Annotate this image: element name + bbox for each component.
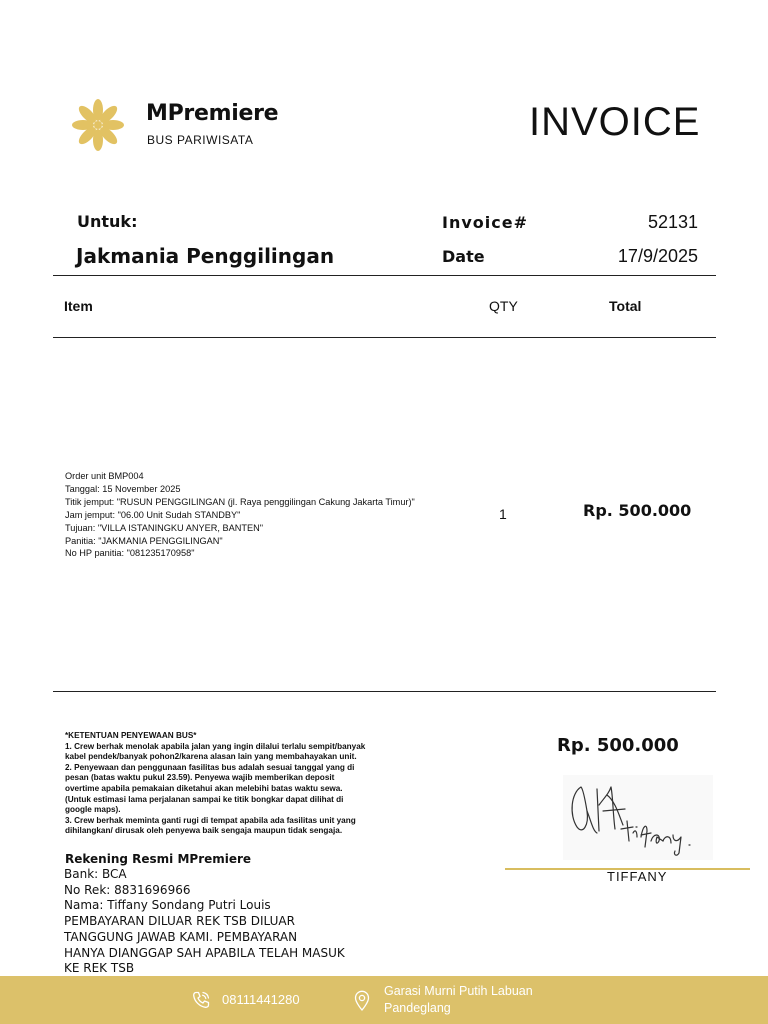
terms-line: 2. Penyewaan dan penggunaan fasilitas bus adalah sesuai tanggal yang di [65,762,355,772]
column-header-total: Total [609,298,642,314]
terms-line: overtime apabila pemakaian diketahui akan melebihi batas waktu sewa. [65,783,343,793]
brand-name: MPremiere [146,101,279,126]
column-header-qty: QTY [489,298,518,314]
terms-line: *KETENTUAN PENYEWAAN BUS* [65,731,197,740]
terms-line: (Untuk estimasi lama perjalanan sampai ke titik bongkar dapat dilihat di [65,794,344,804]
bank-line: No Rek: 8831696966 [64,882,191,897]
bank-details [64,867,345,977]
invoice-number-value: 52131 [647,212,698,232]
bank-line: Nama: Tiffany Sondang Putri Louis [64,898,271,913]
bank-line: KE REK TSB [64,961,135,976]
divider [53,275,716,276]
grand-total: Rp. 500.000 [557,735,679,756]
item-total: Rp. 500.000 [583,501,692,520]
date-label: Date [442,247,485,266]
footer-address: Garasi Murni Putih Labuan Pandeglang [384,984,533,1015]
signature-image [563,775,713,860]
bank-title: Rekening Resmi MPremiere [65,852,252,866]
item-description [65,470,415,560]
terms-line: 3. Crew berhak meminta ganti rugi di tempat apabila ada fasilitas unit yang [65,815,356,825]
item-line: Jam jemput: "06.00 Unit Sudah STANDBY" [65,509,241,520]
client-name: Jakmania Penggilingan [76,244,335,268]
column-header-item: Item [64,298,93,314]
item-line: Tujuan: "VILLA ISTANINGKU ANYER, BANTEN" [65,522,263,533]
brand-subtitle: BUS PARIWISATA [147,133,254,147]
bank-line: PEMBAYARAN DILUAR REK TSB DILUAR [64,914,295,929]
date-value: 17/9/2025 [617,246,698,266]
item-line: Tanggal: 15 November 2025 [65,483,181,494]
map-pin-icon [354,990,370,1011]
bank-line: HANYA DIANGGAP SAH APABILA TELAH MASUK [64,945,345,960]
phone-icon [192,991,210,1009]
terms-line: google maps). [65,805,121,815]
item-line: Order unit BMP004 [65,471,144,481]
bank-line: Bank: BCA [64,867,127,881]
divider [53,691,716,692]
brand-logo-icon [70,98,126,152]
bill-to-label: Untuk: [77,212,138,231]
rental-terms [65,731,425,837]
divider [53,337,716,338]
item-line: No HP panitia: "081235170958" [65,548,195,559]
item-qty: 1 [499,506,507,522]
invoice-title: INVOICE [529,100,701,144]
footer-phone: 08111441280 [222,992,300,1007]
signer-name: TIFFANY [607,869,668,884]
terms-line: kabel pendek/banyak pohon2/karena alasan lain yang membahayakan unit. [65,752,357,762]
terms-line: pesan (batas waktu pukul 23.59). Penyewa wajib memberikan deposit [65,773,335,783]
item-line: Panitia: "JAKMANIA PENGGILINGAN" [65,535,223,546]
invoice-number-label: Invoice# [442,213,528,232]
item-line: Titik jemput: "RUSUN PENGGILINGAN (jl. Raya penggilingan Cakung Jakarta Timur)" [65,496,415,507]
footer-bar [0,976,768,1024]
bank-line: TANGGUNG JAWAB KAMI. PEMBAYARAN [64,929,298,944]
terms-line: dihilangkan/ dirusak oleh penyewa baik sengaja maupun tidak sengaja. [65,826,343,836]
terms-line: 1. Crew berhak menolak apabila jalan yang ingin dilalui terlalu sempit/banyak [65,741,366,751]
